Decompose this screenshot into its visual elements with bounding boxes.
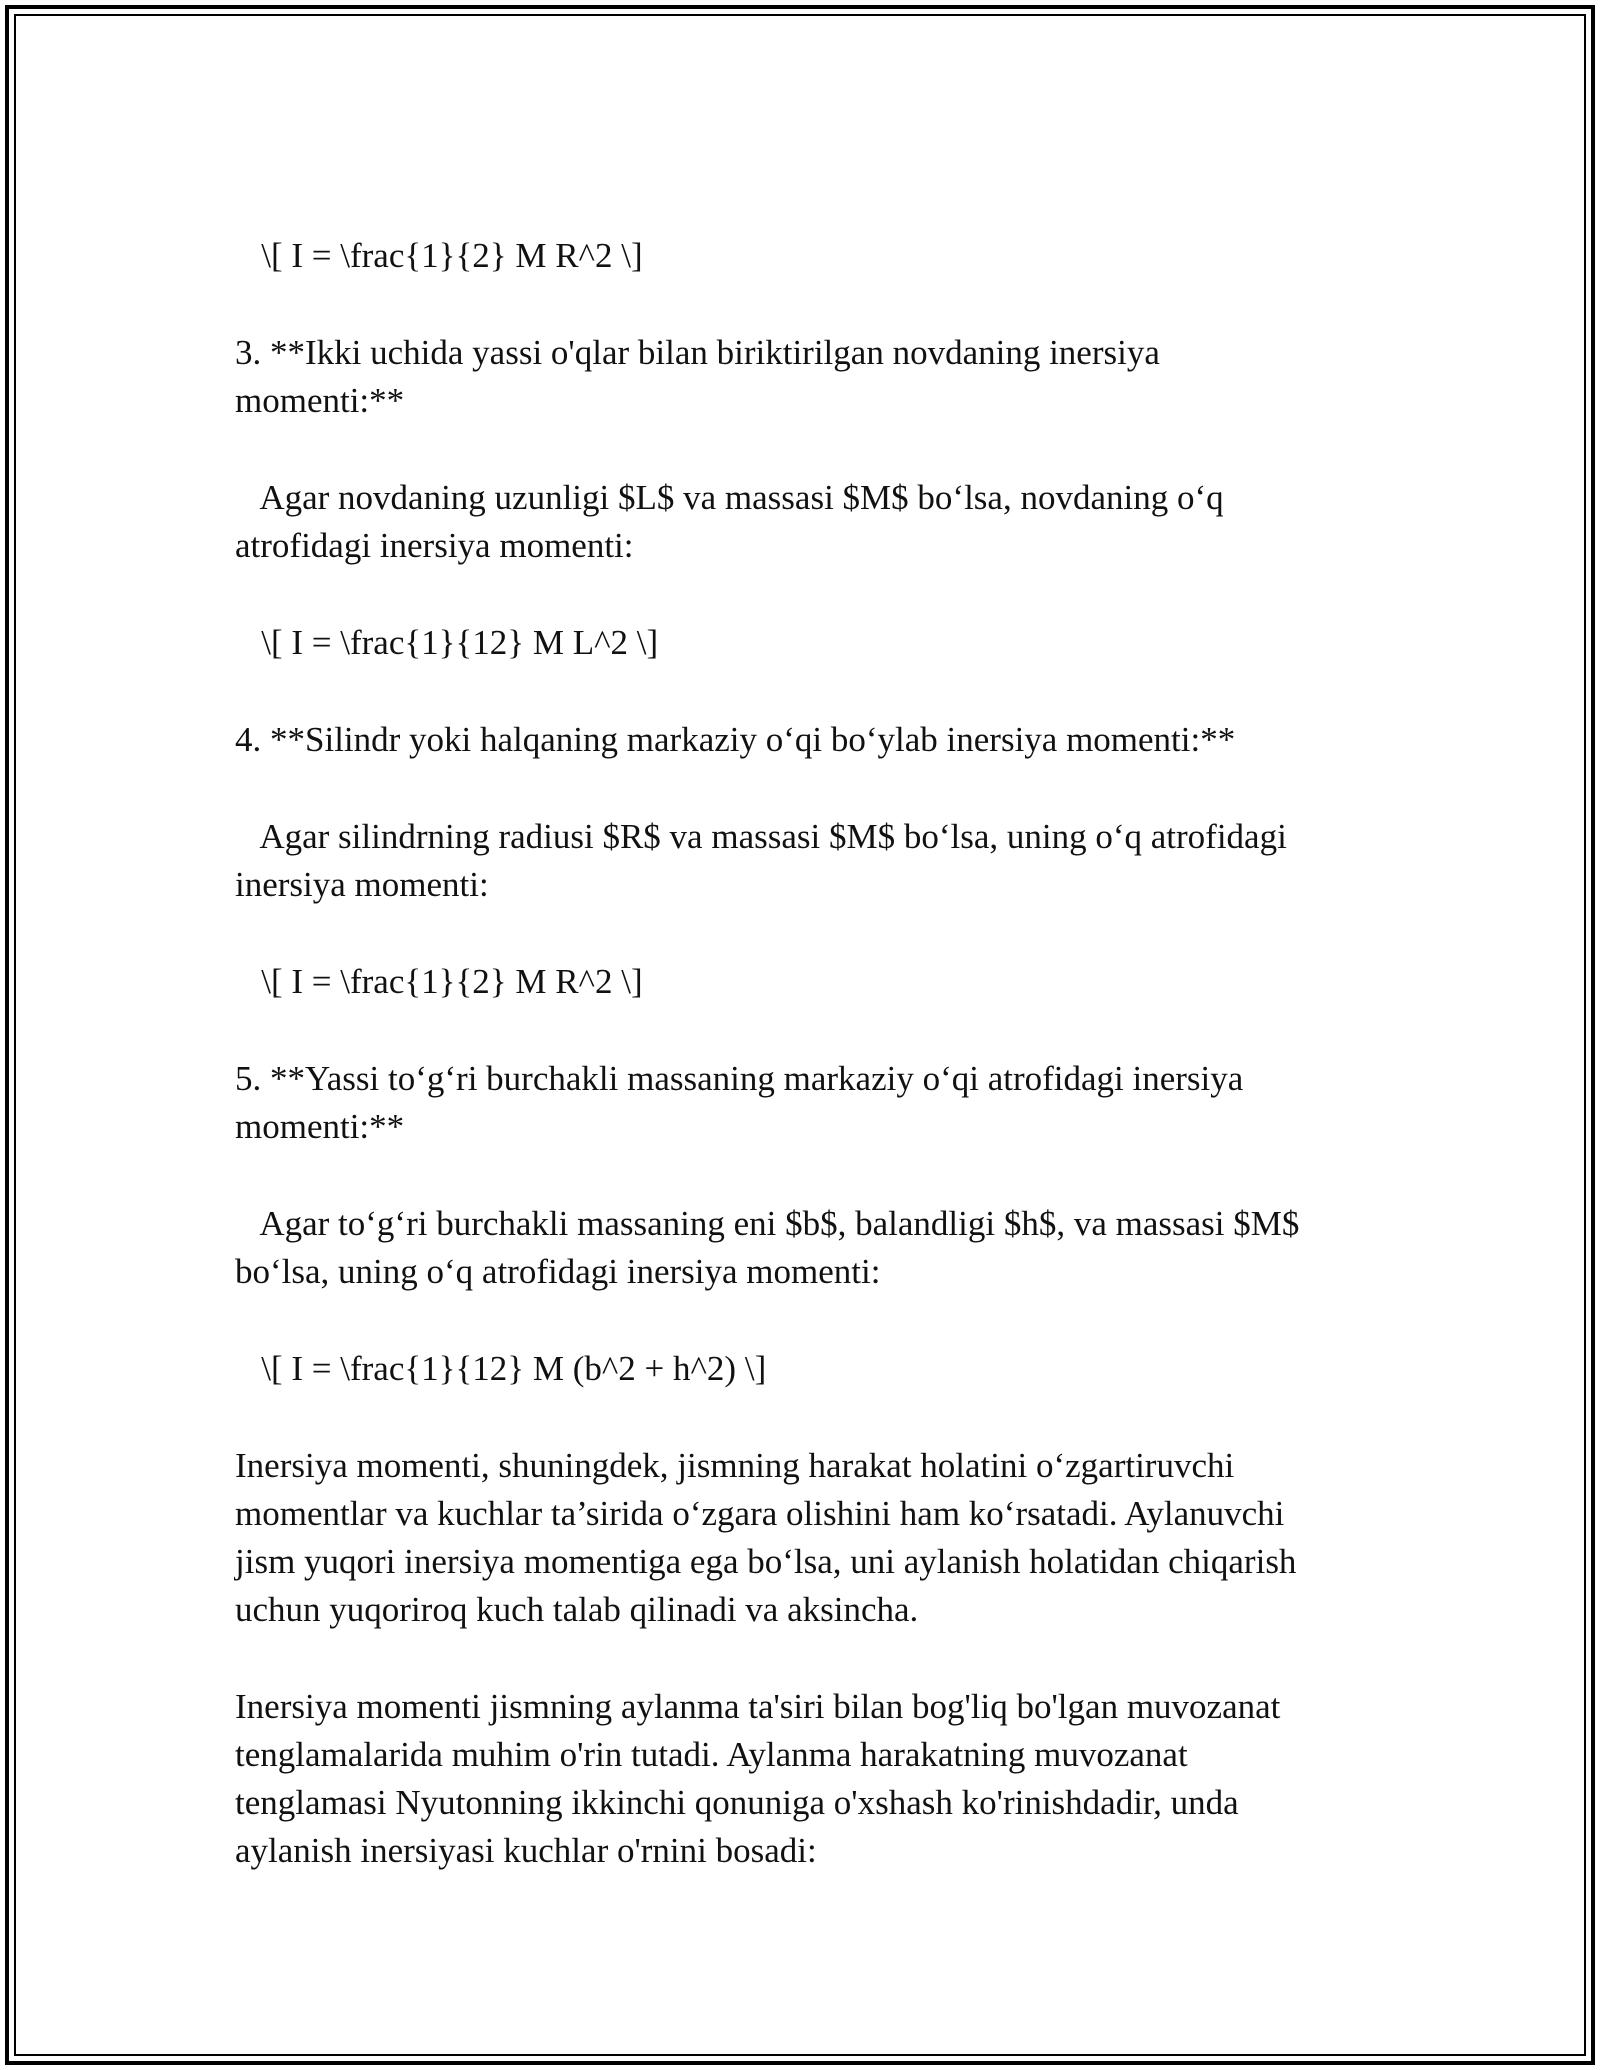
text-line: bo‘lsa, uning o‘q atrofidagi inersiya momenti: (235, 1252, 881, 1291)
blank-line (235, 570, 1365, 619)
blank-line (235, 1006, 1365, 1055)
text-line: Agar novdaning uzunligi $L$ va massasi $M$ bo‘lsa, novdaning o‘q (235, 478, 1224, 517)
formula-line: \[ I = \frac{1}{12} M L^2 \] (235, 623, 659, 662)
blank-line (235, 1151, 1365, 1200)
list-item-heading: momenti:** (235, 381, 405, 420)
formula-line: \[ I = \frac{1}{12} M (b^2 + h^2) \] (235, 1349, 767, 1388)
text-line: inersiya momenti: (235, 865, 489, 904)
list-item-heading: 4. **Silindr yoki halqaning markaziy o‘qi bo‘ylab inersiya momenti:** (235, 720, 1236, 759)
text-line: Agar silindrning radiusi $R$ va massasi $M$ bo‘lsa, uning o‘q atrofidagi (235, 817, 1287, 856)
formula-line: \[ I = \frac{1}{2} M R^2 \] (235, 236, 643, 275)
paragraph-line: tenglamalarida muhim o'rin tutadi. Aylanma harakatning muvozanat (235, 1735, 1188, 1774)
blank-line (235, 280, 1365, 329)
text-line: Agar to‘g‘ri burchakli massaning eni $b$, balandligi $h$, va massasi $M$ (235, 1204, 1300, 1243)
paragraph-line: jism yuqori inersiya momentiga ega bo‘lsa, uni aylanish holatidan chiqarish (235, 1542, 1297, 1581)
blank-line (235, 1634, 1365, 1683)
blank-line (235, 1393, 1365, 1442)
blank-line (235, 764, 1365, 813)
text-line: atrofidagi inersiya momenti: (235, 526, 634, 565)
blank-line (235, 909, 1365, 958)
document-body (235, 232, 1365, 1875)
paragraph-line: momentlar va kuchlar ta’sirida o‘zgara olishini ham ko‘rsatadi. Aylanuvchi (235, 1494, 1285, 1533)
blank-line (235, 425, 1365, 474)
list-item-heading: 3. **Ikki uchida yassi o'qlar bilan biriktirilgan novdaning inersiya (235, 333, 1160, 372)
formula-line: \[ I = \frac{1}{2} M R^2 \] (235, 962, 643, 1001)
paragraph-line: aylanish inersiyasi kuchlar o'rnini bosadi: (235, 1831, 817, 1870)
list-item-heading: momenti:** (235, 1107, 405, 1146)
paragraph-line: Inersiya momenti jismning aylanma ta'siri bilan bog'liq bo'lgan muvozanat (235, 1687, 1281, 1726)
blank-line (235, 1296, 1365, 1345)
list-item-heading: 5. **Yassi to‘g‘ri burchakli massaning markaziy o‘qi atrofidagi inersiya (235, 1059, 1244, 1098)
blank-line (235, 667, 1365, 716)
paragraph-line: Inersiya momenti, shuningdek, jismning harakat holatini o‘zgartiruvchi (235, 1446, 1235, 1485)
paragraph-line: uchun yuqoriroq kuch talab qilinadi va aksincha. (235, 1590, 919, 1629)
paragraph-line: tenglamasi Nyutonning ikkinchi qonuniga o'xshash ko'rinishdadir, unda (235, 1783, 1239, 1822)
